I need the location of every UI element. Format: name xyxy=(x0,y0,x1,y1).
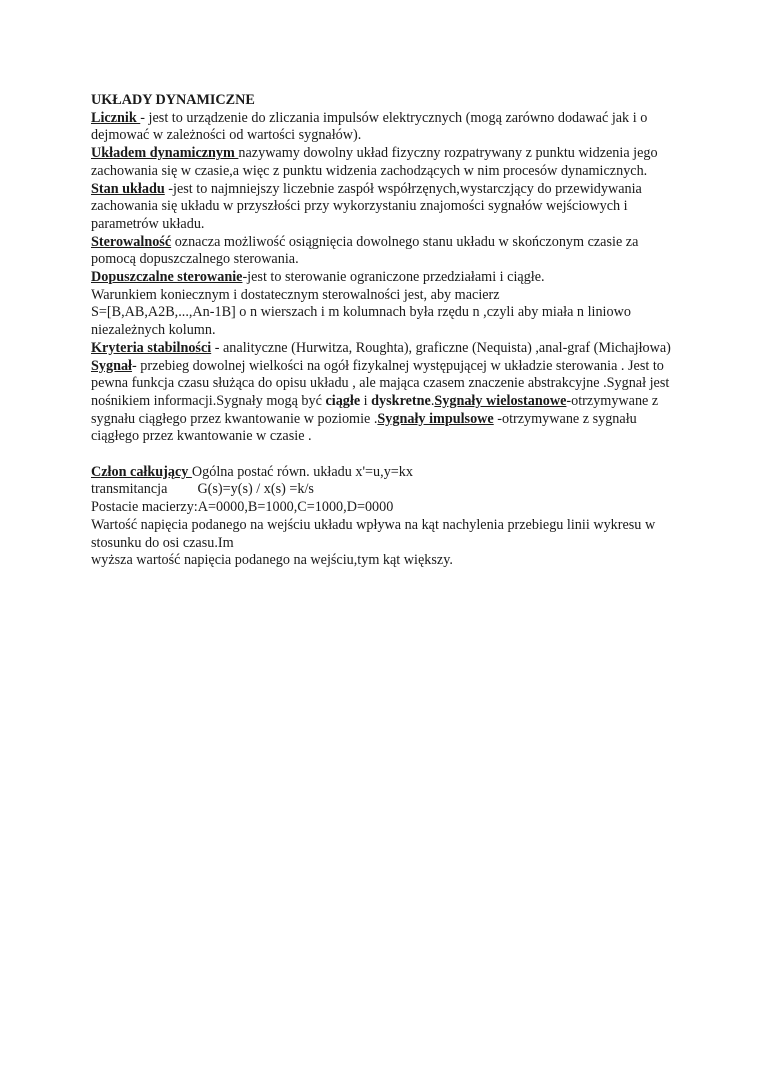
definition-dopuszczalne-sterowanie: -jest to sterowanie ograniczone przedziałami i ciągłe. xyxy=(242,269,545,286)
document-title xyxy=(91,92,681,110)
definition-sygnal: - przebieg dowolnej wielkości na ogół fizykalnej występującej w układzie sterowania . Jest to pewna funkcja czasu służąca do opisu układu , ale mająca czasem znaczenie abstrakcyjne .Sygnał jest nośnikiem informacji.Sygnały mogą być xyxy=(91,357,670,409)
title-text: UKŁADY DYNAMICZNE xyxy=(91,92,255,108)
definition-stan-ukladu: -jest to najmniejszy liczebnie zaspół współrzęnych,wystarczjący do przewidywania zachowania się układu w przyszłości przy wykorzystaniu znajomości sygnałów wejściowych i parametrów układu. xyxy=(91,180,642,232)
term-czlon-calkujacy: Człon całkujący xyxy=(91,463,192,480)
term-ciagle: ciągłe xyxy=(325,392,361,409)
term-licznik: Licznik xyxy=(91,109,141,126)
paragraph-czlon-calkujacy xyxy=(91,464,681,482)
paragraph-stan-ukladu xyxy=(91,181,681,234)
opis2-text: wyższa wartość napięcia podanego na wejściu,tym kąt większy. xyxy=(91,552,453,569)
definition-sterowalnosc: oznacza możliwość osiągnięcia dowolnego stanu układu w skończonym czasie za pomocą dopuszczalnego sterowania. xyxy=(91,233,639,268)
paragraph-opis2 xyxy=(91,552,681,570)
transmitancja-value: G(s)=y(s) / x(s) =k/s xyxy=(197,481,314,498)
term-sygnaly-wielostanowe: Sygnały wielostanowe xyxy=(434,392,567,409)
term-dopuszczalne-sterowanie: Dopuszczalne sterowanie xyxy=(91,269,243,286)
paragraph-kryteria xyxy=(91,340,681,358)
term-uklad-dynamiczny: Układem dynamicznym xyxy=(91,145,239,162)
blank-line xyxy=(91,446,681,464)
term-sygnaly-impulsowe: Sygnały impulsowe xyxy=(377,410,494,427)
paragraph-licznik xyxy=(91,110,681,145)
paragraph-dopuszczalne-sterowanie xyxy=(91,269,681,287)
paragraph-sterowalnosc xyxy=(91,234,681,269)
paragraph-warunek-line1 xyxy=(91,287,681,305)
term-sygnal: Sygnał xyxy=(91,357,133,374)
macierze-text: Postacie macierzy:A=0000,B=1000,C=1000,D=0000 xyxy=(91,499,394,516)
czlon-equation: Ogólna postać równ. układu x'=u,y=kx xyxy=(191,463,413,480)
dot-separator: . xyxy=(430,392,435,409)
warunek-line2-text: S=[B,AB,A2B,...,An-1B] o n wierszach i m kolumnach była rzędu n ,czyli aby miała n liniowo niezależnych kolumn. xyxy=(91,304,631,339)
definition-sygnaly-wielostanowe: -otrzymywane z sygnału ciągłego przez kwantowanie w poziomie . xyxy=(91,392,659,427)
paragraph-sygnal xyxy=(91,358,681,447)
conjunction-i: i xyxy=(360,392,372,409)
paragraph-macierze xyxy=(91,499,681,517)
warunek-line1-text: Warunkiem koniecznym i dostatecznym sterowalności jest, aby macierz xyxy=(91,286,500,303)
paragraph-opis1 xyxy=(91,517,681,552)
definition-uklad-dynamiczny: nazywamy dowolny układ fizyczny rozpatrywany z punktu widzenia jego zachowania się w czasie,a więc z punktu widzenia zachodzących w nim procesów dynamicznych. xyxy=(91,145,658,179)
term-stan-ukladu: Stan układu xyxy=(91,180,165,197)
definition-licznik: - jest to urządzenie do zliczania impulsów elektrycznych (mogą zarówno dodawać jak i o dejmować w zależności od wartości sygnałów). xyxy=(91,109,648,144)
opis1-text: Wartość napięcia podanego na wejściu układu wpływa na kąt nachylenia przebiegu linii wykresu w stosunku do osi czasu.Im xyxy=(91,516,656,551)
transmitancja-label: transmitancja xyxy=(91,481,168,498)
paragraph-warunek-line2 xyxy=(91,304,681,339)
paragraph-uklad-dynamiczny xyxy=(91,145,681,180)
definition-kryteria: - analityczne (Hurwitza, Roughta), graficzne (Nequista) ,anal-graf (Michajłowa) xyxy=(211,339,671,356)
term-dyskretne: dyskretne xyxy=(371,392,431,409)
term-kryteria: Kryteria stabilności xyxy=(91,339,212,356)
term-sterowalnosc: Sterowalność xyxy=(91,233,172,250)
paragraph-transmitancja xyxy=(91,481,681,499)
document-page xyxy=(91,92,681,570)
definition-sygnaly-impulsowe: -otrzymywane z sygnału ciągłego przez kwantowanie w czasie . xyxy=(91,410,637,445)
